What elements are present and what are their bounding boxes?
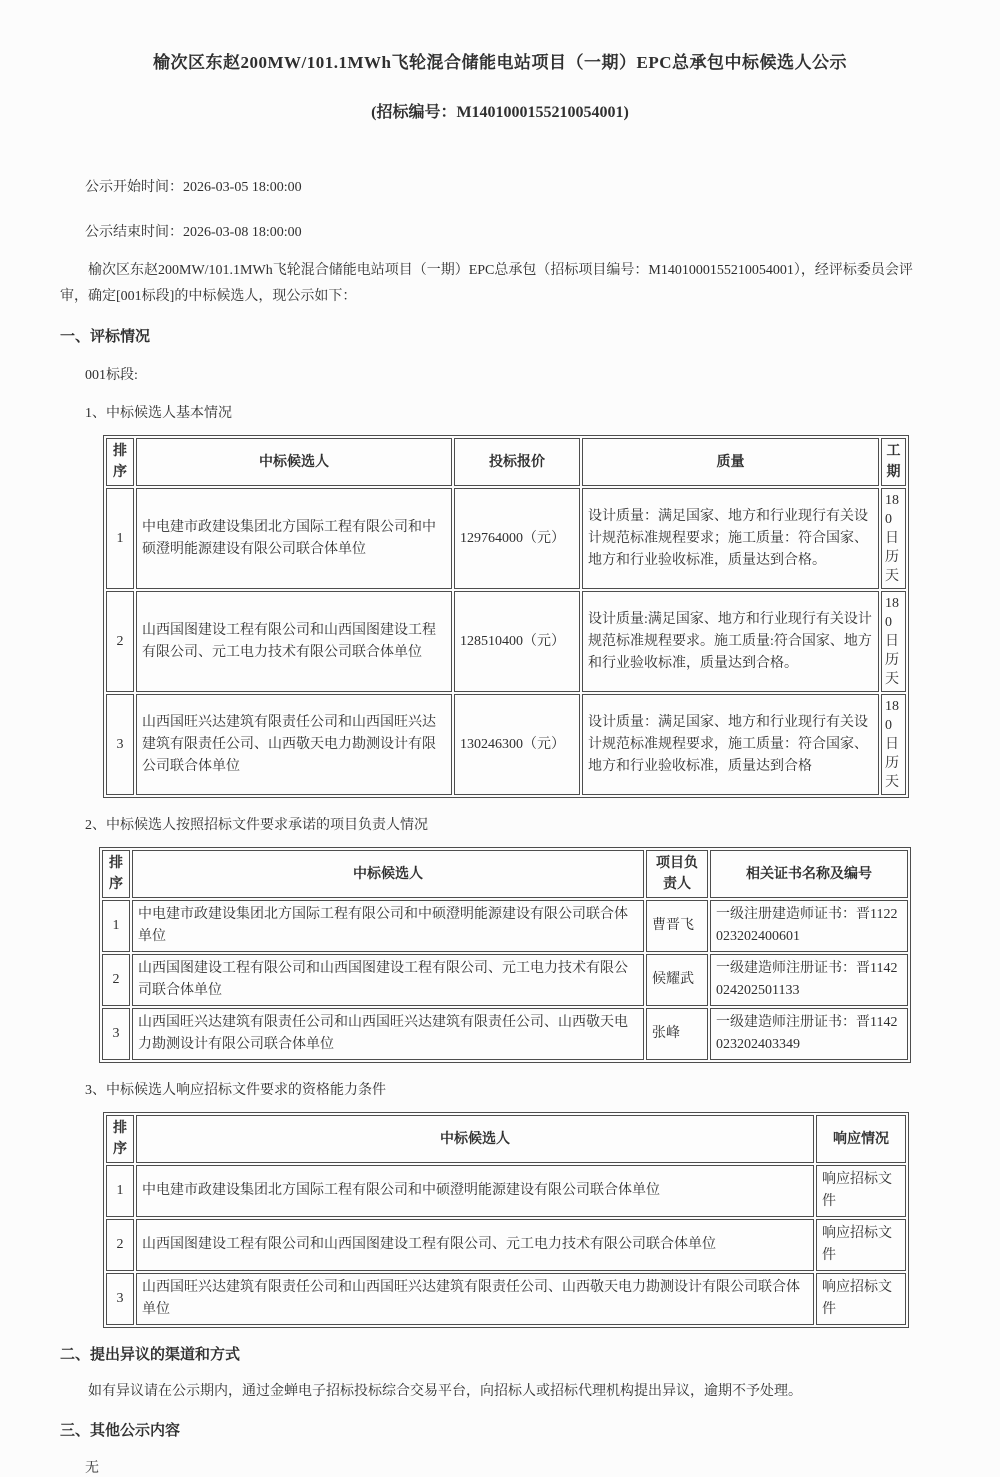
tender-number: (招标编号：M1401000155210054001)	[371, 104, 629, 121]
cell-manager: 张峰	[646, 1008, 708, 1060]
section-evaluation-heading: 一、评标情况	[60, 329, 151, 345]
project-manager-table	[99, 847, 911, 1063]
cell-manager: 曹晋飞	[646, 900, 708, 952]
table-row	[106, 1273, 906, 1325]
cell-bid-price: 130246300（元）	[454, 694, 580, 795]
cell-rank: 2	[102, 954, 130, 1006]
cell-rank: 2	[106, 1219, 134, 1271]
cell-rank: 1	[106, 1165, 134, 1217]
cell-certificate: 一级建造师注册证书：晋1142024202501133	[710, 954, 908, 1006]
cell-certificate: 一级注册建造师证书：晋1122023202400601	[710, 900, 908, 952]
col-header-rank: 排序	[102, 850, 130, 898]
col-header-rank: 排序	[106, 1115, 134, 1163]
cell-duration: 180日历天	[881, 488, 906, 589]
cell-candidate: 中电建市政建设集团北方国际工程有限公司和中硕澄明能源建设有限公司联合体单位	[132, 900, 644, 952]
cell-quality: 设计质量:满足国家、地方和行业现行有关设计规范标准规程要求。施工质量:符合国家、地方和行业验收标准，质量达到合格。	[582, 591, 879, 692]
col-header-candidate: 中标候选人	[136, 1115, 814, 1163]
subsection-project-manager-label: 2、中标候选人按照招标文件要求承诺的项目负责人情况	[85, 818, 428, 833]
cell-candidate: 山西国图建设工程有限公司和山西国图建设工程有限公司、元工电力技术有限公司联合体单位	[136, 1219, 814, 1271]
cell-response: 响应招标文件	[816, 1273, 906, 1325]
table-row	[106, 694, 906, 795]
cell-candidate: 山西国旺兴达建筑有限责任公司和山西国旺兴达建筑有限责任公司、山西敬天电力勘测设计有限公司联合体单位	[136, 694, 452, 795]
cell-candidate: 中电建市政建设集团北方国际工程有限公司和中硕澄明能源建设有限公司联合体单位	[136, 1165, 814, 1217]
cell-certificate: 一级建造师注册证书：晋1142023202403349	[710, 1008, 908, 1060]
col-header-response: 响应情况	[816, 1115, 906, 1163]
lot-label: 001标段:	[85, 368, 138, 383]
subsection-basic-info-label: 1、中标候选人基本情况	[85, 406, 232, 421]
table-row	[106, 1219, 906, 1271]
cell-candidate: 山西国图建设工程有限公司和山西国图建设工程有限公司、元工电力技术有限公司联合体单位	[132, 954, 644, 1006]
cell-manager: 候耀武	[646, 954, 708, 1006]
table-row	[102, 900, 908, 952]
publicity-start-time: 公示开始时间：2026-03-05 18:00:00	[85, 180, 302, 195]
objection-paragraph: 如有异议请在公示期内，通过金蝉电子招标投标综合交易平台，向招标人或招标代理机构提出异议，逾期不予处理。	[88, 1384, 802, 1399]
table-row	[106, 1165, 906, 1217]
cell-rank: 2	[106, 591, 134, 692]
col-header-quality: 质量	[582, 438, 879, 486]
cell-rank: 1	[106, 488, 134, 589]
col-header-duration: 工期	[881, 438, 906, 486]
cell-bid-price: 128510400（元）	[454, 591, 580, 692]
table-row	[102, 1008, 908, 1060]
col-header-manager: 项目负责人	[646, 850, 708, 898]
cell-quality: 设计质量：满足国家、地方和行业现行有关设计规范标准规程要求；施工质量：符合国家、地方和行业验收标准，质量达到合格。	[582, 488, 879, 589]
table-header-row	[102, 850, 908, 898]
col-header-rank: 排序	[106, 438, 134, 486]
col-header-certificate: 相关证书名称及编号	[710, 850, 908, 898]
table-header-row	[106, 1115, 906, 1163]
cell-rank: 3	[106, 694, 134, 795]
candidates-basic-table	[103, 435, 909, 798]
cell-duration: 180日历天	[881, 591, 906, 692]
col-header-candidate: 中标候选人	[136, 438, 452, 486]
cell-candidate: 山西国旺兴达建筑有限责任公司和山西国旺兴达建筑有限责任公司、山西敬天电力勘测设计有限公司联合体单位	[132, 1008, 644, 1060]
table-row	[102, 954, 908, 1006]
cell-candidate: 山西国图建设工程有限公司和山西国图建设工程有限公司、元工电力技术有限公司联合体单位	[136, 591, 452, 692]
table-row	[106, 591, 906, 692]
cell-rank: 3	[102, 1008, 130, 1060]
col-header-candidate: 中标候选人	[132, 850, 644, 898]
cell-candidate: 山西国旺兴达建筑有限责任公司和山西国旺兴达建筑有限责任公司、山西敬天电力勘测设计有限公司联合体单位	[136, 1273, 814, 1325]
intro-paragraph: 榆次区东赵200MW/101.1MWh飞轮混合储能电站项目（一期）EPC总承包（招标项目编号：M1401000155210054001），经评标委员会评审，确定[001标段]的中标候选人，现公示如下：	[60, 263, 913, 304]
table-row	[106, 488, 906, 589]
table-header-row	[106, 438, 906, 486]
subsection-qualification-label: 3、中标候选人响应招标文件要求的资格能力条件	[85, 1083, 386, 1098]
qualification-table	[103, 1112, 909, 1328]
cell-response: 响应招标文件	[816, 1165, 906, 1217]
col-header-bid-price: 投标报价	[454, 438, 580, 486]
publicity-end-time: 公示结束时间：2026-03-08 18:00:00	[85, 225, 302, 240]
cell-bid-price: 129764000（元）	[454, 488, 580, 589]
cell-duration: 180日历天	[881, 694, 906, 795]
section-objection-heading: 二、提出异议的渠道和方式	[60, 1347, 241, 1363]
cell-quality: 设计质量：满足国家、地方和行业现行有关设计规范标准规程要求，施工质量：符合国家、地方和行业验收标准，质量达到合格	[582, 694, 879, 795]
cell-candidate: 中电建市政建设集团北方国际工程有限公司和中硕澄明能源建设有限公司联合体单位	[136, 488, 452, 589]
section-other-heading: 三、其他公示内容	[60, 1423, 181, 1439]
cell-rank: 1	[102, 900, 130, 952]
page-title: 榆次区东赵200MW/101.1MWh飞轮混合储能电站项目（一期）EPC总承包中标候选人公示	[152, 53, 848, 72]
other-content: 无	[85, 1461, 99, 1476]
cell-response: 响应招标文件	[816, 1219, 906, 1271]
cell-rank: 3	[106, 1273, 134, 1325]
